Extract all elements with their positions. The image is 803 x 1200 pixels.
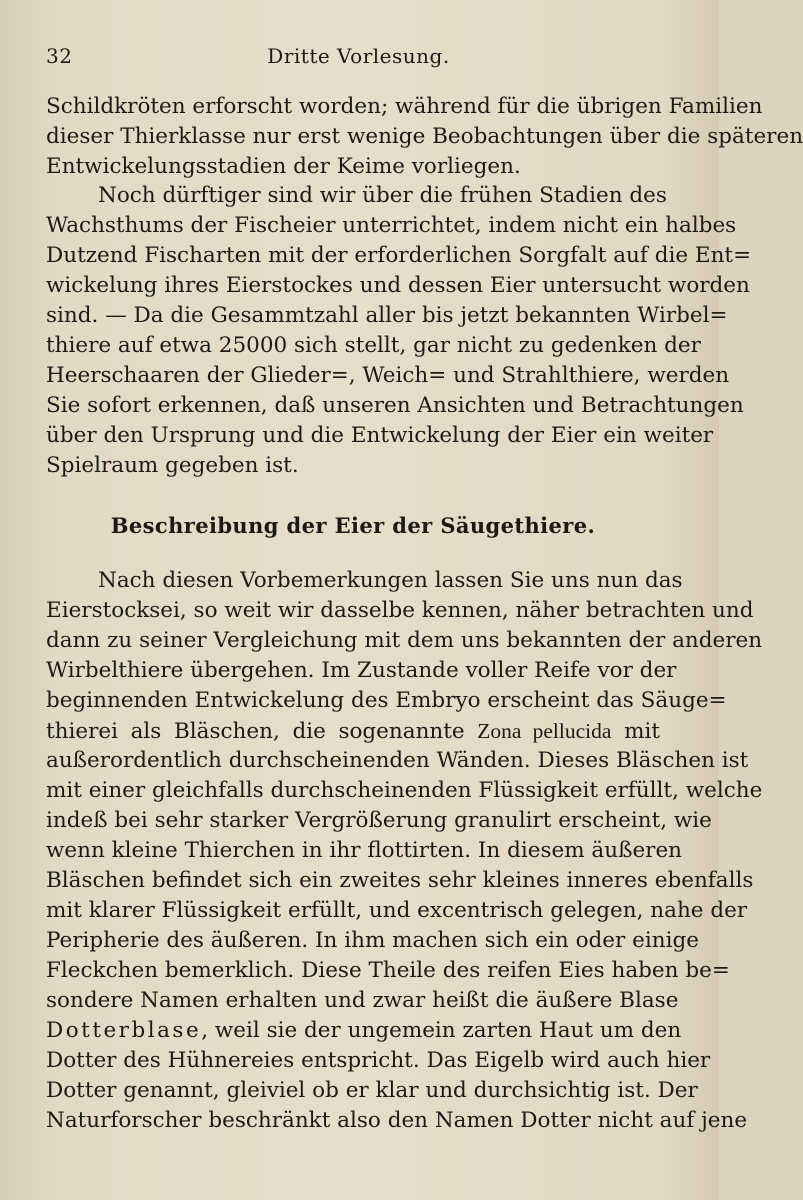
text-line: Wachsthums der Fischeier unterrichtet, indem nicht ein halbes bbox=[46, 213, 737, 238]
paragraph-mammal-eggs bbox=[46, 566, 763, 1136]
latin-term: Zona pellucida bbox=[477, 719, 612, 743]
text-line: indeß bei sehr starker Vergrößerung granulirt erscheint, wie bbox=[46, 808, 712, 833]
text-line: Peripherie des äußeren. In ihm machen sich ein oder einige bbox=[46, 928, 699, 953]
text-line: beginnenden Entwickelung des Embryo erscheint das Säuge= bbox=[46, 688, 727, 713]
text-line: Naturforscher beschränkt also den Namen Dotter nicht auf jene bbox=[46, 1108, 748, 1133]
text-line: dann zu seiner Vergleichung mit dem uns bekannten der anderen bbox=[46, 628, 763, 653]
text-segment: , weil sie der ungemein zarten Haut um den bbox=[201, 1018, 682, 1043]
text-line: Schildkröten erforscht worden; während für die übrigen Familien bbox=[46, 94, 763, 119]
paragraph-continuation bbox=[46, 92, 803, 182]
text-line: Nach diesen Vorbemerkungen lassen Sie uns nun das bbox=[98, 568, 683, 593]
text-line: Dutzend Fischarten mit der erforderlichen Sorgfalt auf die Ent= bbox=[46, 243, 752, 268]
text-line: Spielraum gegeben ist. bbox=[46, 453, 299, 478]
page-header bbox=[46, 40, 671, 72]
text-line: Heerschaaren der Glieder=, Weich= und Strahlthiere, werden bbox=[46, 363, 730, 388]
text-line: Dotter des Hühnereies entspricht. Das Eigelb wird auch hier bbox=[46, 1048, 711, 1073]
text-line: Bläschen befindet sich ein zweites sehr kleines inneres ebenfalls bbox=[46, 868, 754, 893]
text-line: thiere auf etwa 25000 sich stellt, gar nicht zu gedenken der bbox=[46, 333, 701, 358]
text-line: wickelung ihres Eierstockes und dessen Eier untersucht worden bbox=[46, 273, 750, 298]
text-line bbox=[46, 716, 660, 746]
text-line: Sie sofort erkennen, daß unseren Ansichten und Betrachtungen bbox=[46, 393, 744, 418]
text-line: mit klarer Flüssigkeit erfüllt, und excentrisch gelegen, nahe der bbox=[46, 898, 748, 923]
text-line: Noch dürftiger sind wir über die frühen Stadien des bbox=[98, 183, 667, 208]
emphasized-term: Dotterblase bbox=[46, 1018, 202, 1043]
text-line: sondere Namen erhalten und zwar heißt die äußere Blase bbox=[46, 988, 679, 1013]
text-line: Dotter genannt, gleiviel ob er klar und durchsichtig ist. Der bbox=[46, 1078, 698, 1103]
section-heading: Beschreibung der Eier der Säugethiere. bbox=[110, 513, 596, 538]
paragraph-fish-eggs bbox=[46, 181, 752, 481]
text-line: Entwickelungsstadien der Keime vorliegen. bbox=[46, 154, 521, 179]
text-line: Wirbelthiere übergehen. Im Zustande voller Reife vor der bbox=[46, 658, 677, 683]
text-line: außerordentlich durchscheinenden Wänden. Dieses Bläschen ist bbox=[46, 748, 749, 773]
text-line: über den Ursprung und die Entwickelung der Eier ein weiter bbox=[46, 423, 714, 448]
page-number: 32 bbox=[46, 44, 73, 68]
text-line: dieser Thierklasse nur erst wenige Beobachtungen über die späteren bbox=[46, 124, 803, 149]
text-line: mit einer gleichfalls durchscheinenden Flüssigkeit erfüllt, welche bbox=[46, 778, 763, 803]
text-line: wenn kleine Thierchen in ihr flottirten. In diesem äußeren bbox=[46, 838, 683, 863]
text-line: sind. — Da die Gesammtzahl aller bis jetzt bekannten Wirbel= bbox=[46, 303, 728, 328]
text-segment: thierei als Bläschen, die sogenannte bbox=[46, 719, 478, 744]
text-line bbox=[46, 1016, 682, 1046]
text-line: Fleckchen bemerklich. Diese Theile des reifen Eies haben be= bbox=[46, 958, 730, 983]
text-segment: mit bbox=[611, 719, 660, 744]
text-line: Eierstocksei, so weit wir dasselbe kennen, näher betrachten und bbox=[46, 598, 754, 623]
running-title: Dritte Vorlesung. bbox=[267, 44, 450, 68]
